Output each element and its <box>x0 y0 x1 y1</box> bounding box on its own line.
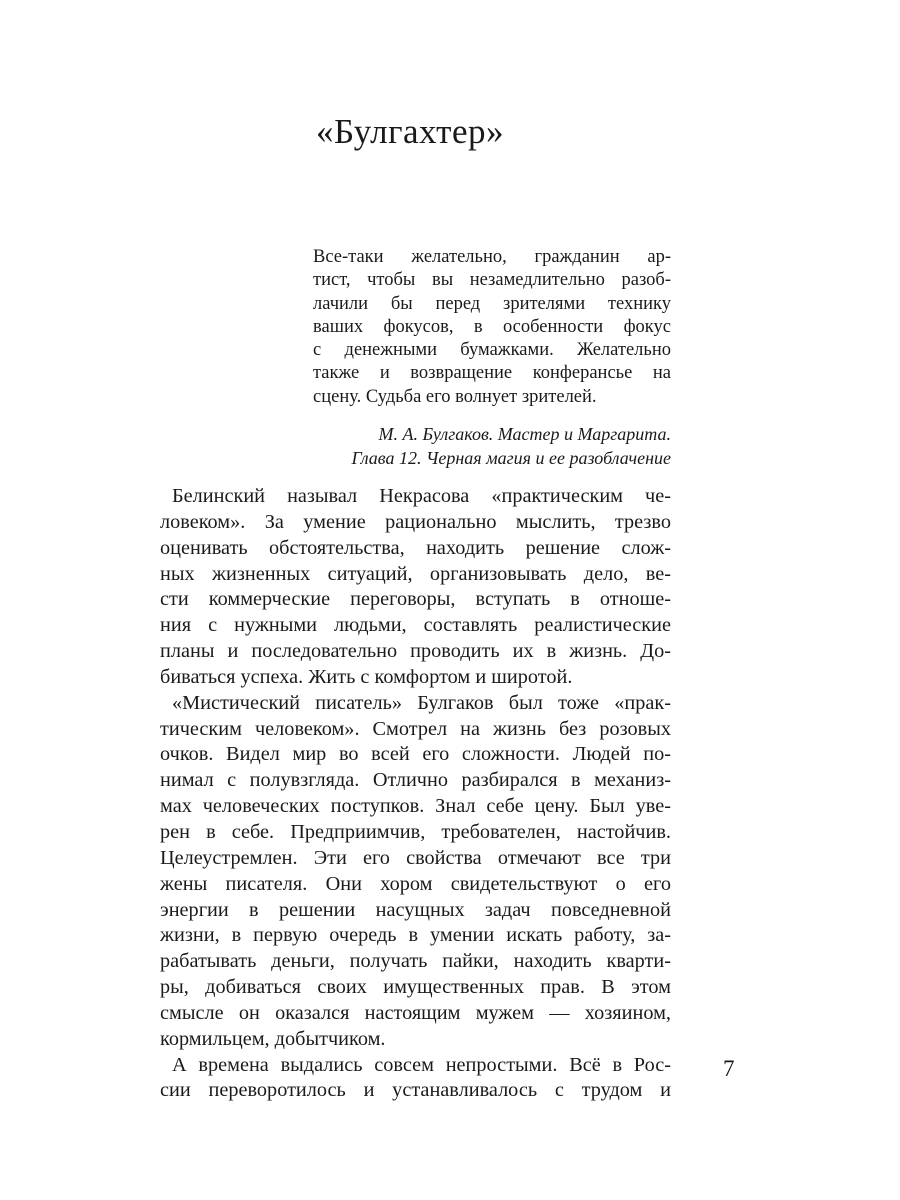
body-line: рен в себе. Предприимчив, требователен, настойчив. <box>160 820 671 843</box>
epigraph-line: ваших фокусов, в особенности фокус <box>313 316 671 337</box>
page-number: 7 <box>723 1056 735 1081</box>
epigraph-line: тист, чтобы вы незамедлительно разоб- <box>313 270 671 291</box>
epigraph-source-author-title: М. А. Булгаков. Мастер и Маргарита. <box>378 424 671 445</box>
body-line: тическим человеком». Смотрел на жизнь без розовых <box>160 717 671 740</box>
body-line: сти коммерческие переговоры, вступать в отноше- <box>160 588 671 611</box>
epigraph-line: сцену. Судьба его волнует зрителей. <box>313 386 597 407</box>
body-line: очков. Видел мир во всей его сложности. Людей по- <box>160 743 671 766</box>
epigraph-line: также и возвращение конферансье на <box>313 363 671 384</box>
body-text <box>160 484 671 1104</box>
body-line: нимал с полувзгляда. Отлично разбирался в механиз- <box>160 769 671 792</box>
epigraph-line: с денежными бумажками. Желательно <box>313 340 671 361</box>
body-line: ния с нужными людьми, составлять реалистические <box>160 614 671 637</box>
body-line: ры, добиваться своих имущественных прав. В этом <box>160 976 671 999</box>
body-line: жизни, в первую очередь в умении искать работу, за- <box>160 924 671 947</box>
body-line: сии переворотилось и устанавливалось с трудом и <box>160 1079 671 1102</box>
epigraph-line: Все-таки желательно, гражданин ар- <box>313 247 671 267</box>
body-line: жены писателя. Они хором свидетельствуют о его <box>160 872 671 895</box>
body-line: «Мистический писатель» Булгаков был тоже «прак- <box>172 691 671 714</box>
body-line: рабатывать деньги, получать пайки, находить кварти- <box>160 950 671 973</box>
body-line: оценивать обстоятельства, находить решение слож- <box>160 536 671 559</box>
epigraph-source-chapter: Глава 12. Черная магия и ее разоблачение <box>351 447 671 468</box>
body-line: мах человеческих поступков. Знал себе цену. Был уве- <box>160 795 671 818</box>
body-line: кормильцем, добытчиком. <box>160 1027 386 1050</box>
body-line: ных жизненных ситуаций, организовывать дело, ве- <box>160 562 671 585</box>
epigraph-source <box>313 423 671 470</box>
body-line: биваться успеха. Жить с комфортом и широтой. <box>160 665 573 688</box>
body-line: Целеустремлен. Эти его свойства отмечают все три <box>160 846 671 869</box>
body-line: планы и последовательно проводить их в жизнь. До- <box>160 640 671 663</box>
epigraph-line: лачили бы перед зрителями технику <box>313 293 671 314</box>
body-line: энергии в решении насущных задач повседневной <box>160 898 671 921</box>
epigraph <box>313 246 671 470</box>
body-line: ловеком». За умение рационально мыслить, трезво <box>160 510 671 533</box>
chapter-title: «Булгахтер» <box>315 112 504 151</box>
body-line: смысле он оказался настоящим мужем — хозяином, <box>160 1001 671 1024</box>
body-line: А времена выдались совсем непростыми. Всё в Рос- <box>172 1053 671 1076</box>
body-line: Белинский называл Некрасова «практическим че- <box>172 485 671 507</box>
